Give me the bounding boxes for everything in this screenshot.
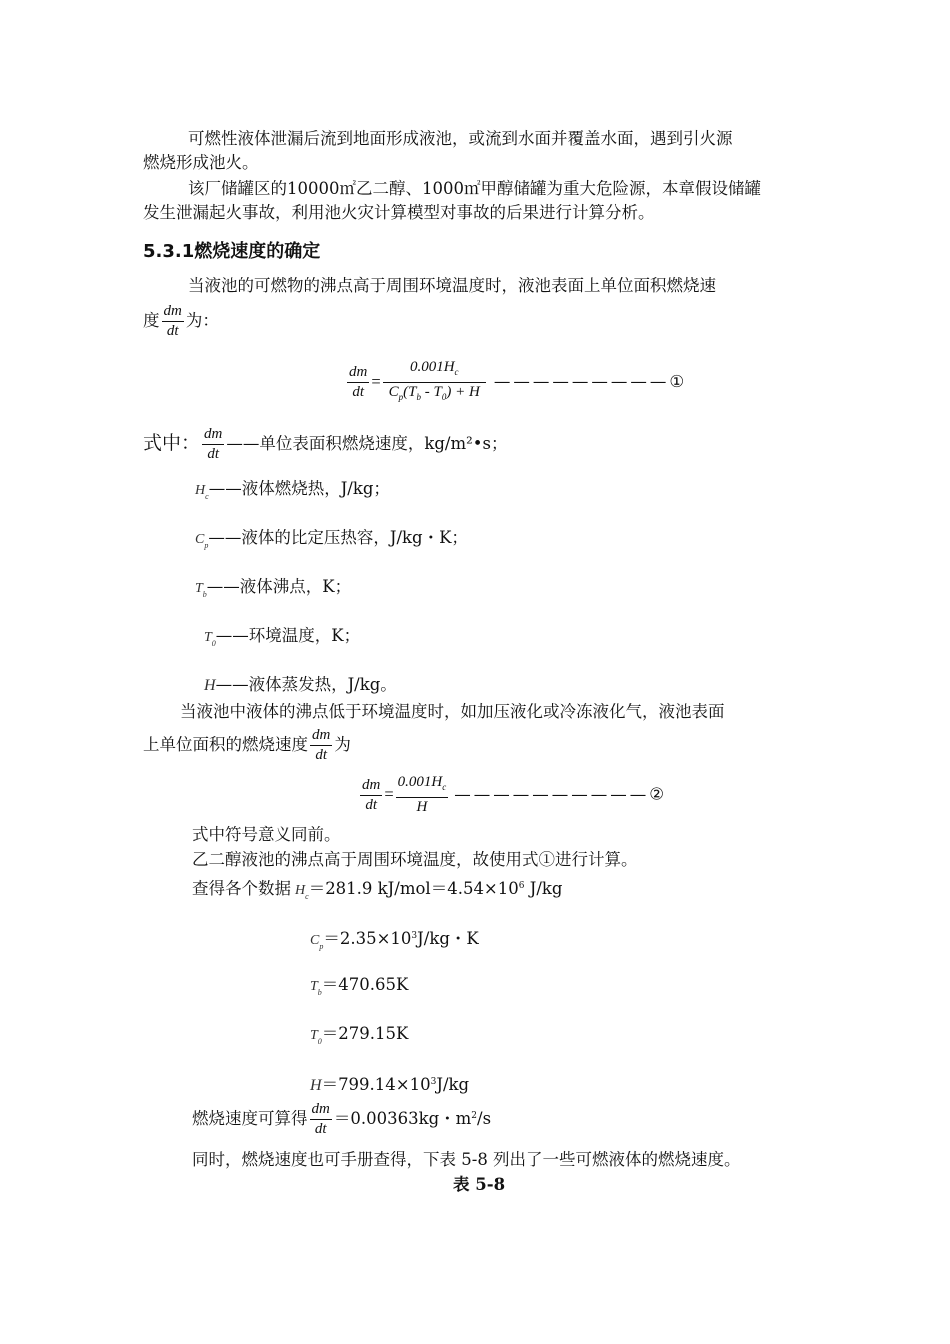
paragraph-2-line-1: 该厂储罐区的10000㎡乙二醇、1000㎡甲醇储罐为重大危险源，本章假设储罐 <box>188 179 761 198</box>
value-cp-unit: J/kg・K <box>417 929 479 948</box>
definition-5-variable <box>204 630 216 648</box>
paragraph-5-line-2: 乙二醇液池的沸点高于周围环境温度，故使用式①进行计算。 <box>192 850 638 869</box>
hc-symbol: H <box>195 483 206 498</box>
definition-4-variable <box>195 581 207 599</box>
fraction-denominator: dt <box>162 321 184 341</box>
burning-rate-value: ＝0.00363kg・m <box>333 1109 472 1128</box>
value-tb <box>310 974 408 1004</box>
eq2-lhs-fraction <box>360 776 382 815</box>
value-cp-text: ＝2.35×10 <box>323 929 412 948</box>
value-h-unit: J/kg <box>436 1075 470 1094</box>
eq2-dashes: —————————— <box>454 784 650 804</box>
definitions-intro: 式中： <box>143 432 201 454</box>
eq2-equals: = <box>384 784 394 804</box>
eq2-rhs-numerator <box>396 773 449 797</box>
burning-rate-result <box>192 1100 491 1139</box>
paragraph-4-line-1: 当液池中液体的沸点低于环境温度时，如加压液化或冷冻液化气，液池表面 <box>180 702 725 721</box>
eq2-lhs-denominator: dt <box>360 795 382 815</box>
value-h-variable: H <box>310 1077 322 1094</box>
tb-symbol: T <box>195 581 203 596</box>
paragraph-2-line-2: 发生泄漏起火事故，利用池火灾计算模型对事故的后果进行计算分析。 <box>143 203 655 222</box>
eq1-num-sub: c <box>454 367 459 377</box>
eq2-lhs-numerator: dm <box>362 776 381 793</box>
definition-5-text: ——环境温度，K； <box>215 626 361 645</box>
dm-dt-fraction <box>162 302 184 341</box>
section-heading: 5.3.1燃烧速度的确定 <box>143 241 321 262</box>
definition-6-text: ——液体蒸发热，J/kg。 <box>215 675 397 694</box>
paragraph-4-suffix: 为 <box>334 735 351 754</box>
eq2-num-sub: c <box>442 782 447 792</box>
value-t0-subscript: 0 <box>317 1037 322 1046</box>
eq1-den-c-sub: p <box>398 392 404 402</box>
paragraph-3-line-1: 当液池的可燃物的沸点高于周围环境温度时，液池表面上单位面积燃烧速 <box>188 276 716 295</box>
cp-subscript: p <box>204 541 209 550</box>
eq1-den-tb-sub: b <box>416 392 422 402</box>
t0-symbol: T <box>204 630 212 645</box>
fraction-numerator: dm <box>163 303 182 319</box>
eq1-rhs-denominator <box>383 382 486 407</box>
definition-4 <box>195 576 351 606</box>
eq1-den-t0-sub: 0 <box>441 392 447 402</box>
equation-1 <box>345 358 684 407</box>
hc-subscript: c <box>205 492 209 501</box>
definition-2 <box>195 478 390 508</box>
value-cp-symbol: C <box>310 933 320 948</box>
value-t0-variable <box>310 1028 322 1046</box>
eq1-lhs-fraction <box>347 363 369 402</box>
value-hc <box>192 875 562 908</box>
eq2-number: ② <box>649 784 665 804</box>
value-cp-exponent: 3 <box>411 931 418 941</box>
value-t0-symbol: T <box>310 1028 318 1043</box>
cp-symbol: C <box>195 532 205 547</box>
burning-rate-denominator: dt <box>310 1119 332 1139</box>
definition-6-variable: H <box>204 677 216 694</box>
paragraph-3-line-2 <box>143 302 219 341</box>
value-hc-text: ＝281.9 kJ/mol＝4.54×10 <box>308 879 519 898</box>
burning-rate-prefix: 燃烧速度可算得 <box>192 1109 308 1128</box>
t0-subscript: 0 <box>211 639 216 648</box>
definition-1-text: ——单位表面积燃烧速度，kg/m²•s； <box>226 434 508 453</box>
eq1-lhs-denominator: dt <box>347 382 369 402</box>
paragraph-final: 同时，燃烧速度也可手册查得，下表 5-8 列出了一些可燃液体的燃烧速度。 <box>192 1150 741 1169</box>
value-cp <box>310 925 479 958</box>
eq1-dashes: ————————— <box>493 372 670 391</box>
value-tb-symbol: T <box>310 979 318 994</box>
value-h-exponent: 3 <box>430 1077 437 1087</box>
definition-2-text: ——液体燃烧热，J/kg； <box>208 479 390 498</box>
eq1-equals: = <box>371 372 381 391</box>
value-intro: 查得各个数据 <box>192 879 291 898</box>
paragraph-3-prefix: 度 <box>143 311 160 330</box>
eq1-rhs-numerator <box>383 358 486 382</box>
equation-2 <box>358 773 664 817</box>
definition-2-variable <box>195 483 209 501</box>
burning-rate-unit: /s <box>477 1109 492 1128</box>
paragraph-4-fraction <box>310 726 332 765</box>
definition-3-text: ——液体的比定压热容，J/kg・K； <box>208 528 468 547</box>
value-tb-subscript: b <box>317 988 322 997</box>
eq2-num-text: 0.001H <box>397 774 443 790</box>
value-tb-variable <box>310 979 322 997</box>
definition-3-variable <box>195 532 209 550</box>
tb-subscript: b <box>202 590 207 599</box>
eq1-rhs-fraction <box>383 358 486 407</box>
value-h <box>310 1071 469 1097</box>
table-caption: 表 5-8 <box>453 1175 506 1194</box>
eq1-num-text: 0.001H <box>409 359 455 375</box>
definition-4-text: ——液体沸点，K； <box>206 577 352 596</box>
value-h-text: ＝799.14×10 <box>321 1075 431 1094</box>
value-hc-variable <box>295 883 309 901</box>
paragraph-5-line-1: 式中符号意义同前。 <box>192 825 341 844</box>
value-cp-variable <box>310 933 324 951</box>
definition-1-fraction <box>202 425 224 464</box>
eq1-den-tb: (T <box>403 384 417 400</box>
value-hc-subscript: c <box>305 892 309 901</box>
burning-rate-numerator: dm <box>311 1101 330 1117</box>
definition-1-denominator: dt <box>202 444 224 464</box>
paragraph-4-denominator: dt <box>310 745 332 765</box>
paragraph-4-line-2 <box>143 726 351 765</box>
definition-1-numerator: dm <box>204 426 223 442</box>
value-cp-subscript: p <box>319 942 324 951</box>
burning-rate-fraction <box>310 1100 332 1139</box>
paragraph-1-line-1: 可燃性液体泄漏后流到地面形成液池，或流到水面并覆盖水面，遇到引火源 <box>188 129 733 148</box>
paragraph-3-suffix: 为： <box>185 311 219 330</box>
definition-3 <box>195 527 468 557</box>
value-t0 <box>310 1023 408 1053</box>
paragraph-4-prefix: 上单位面积的燃烧速度 <box>143 735 308 754</box>
definition-1 <box>143 425 507 464</box>
value-hc-unit: J/kg <box>524 879 563 898</box>
value-tb-text: ＝470.65K <box>321 975 409 994</box>
definition-6 <box>204 674 397 697</box>
eq1-den-c: C <box>388 384 399 400</box>
paragraph-4-numerator: dm <box>312 727 331 743</box>
eq2-rhs-fraction <box>396 773 449 817</box>
eq1-den-h: ) + H <box>446 384 480 400</box>
burning-rate-exponent: 2 <box>471 1111 478 1121</box>
eq1-den-t0: - T <box>421 384 442 400</box>
eq1-lhs-numerator: dm <box>349 364 368 380</box>
paragraph-1-line-2: 燃烧形成池火。 <box>143 153 259 172</box>
definition-5 <box>204 625 360 655</box>
value-hc-symbol: H <box>295 883 306 898</box>
value-hc-exponent: 6 <box>518 881 525 891</box>
eq1-number: ① <box>669 372 685 391</box>
value-t0-text: ＝279.15K <box>321 1024 409 1043</box>
eq2-rhs-denominator: H <box>396 797 449 817</box>
